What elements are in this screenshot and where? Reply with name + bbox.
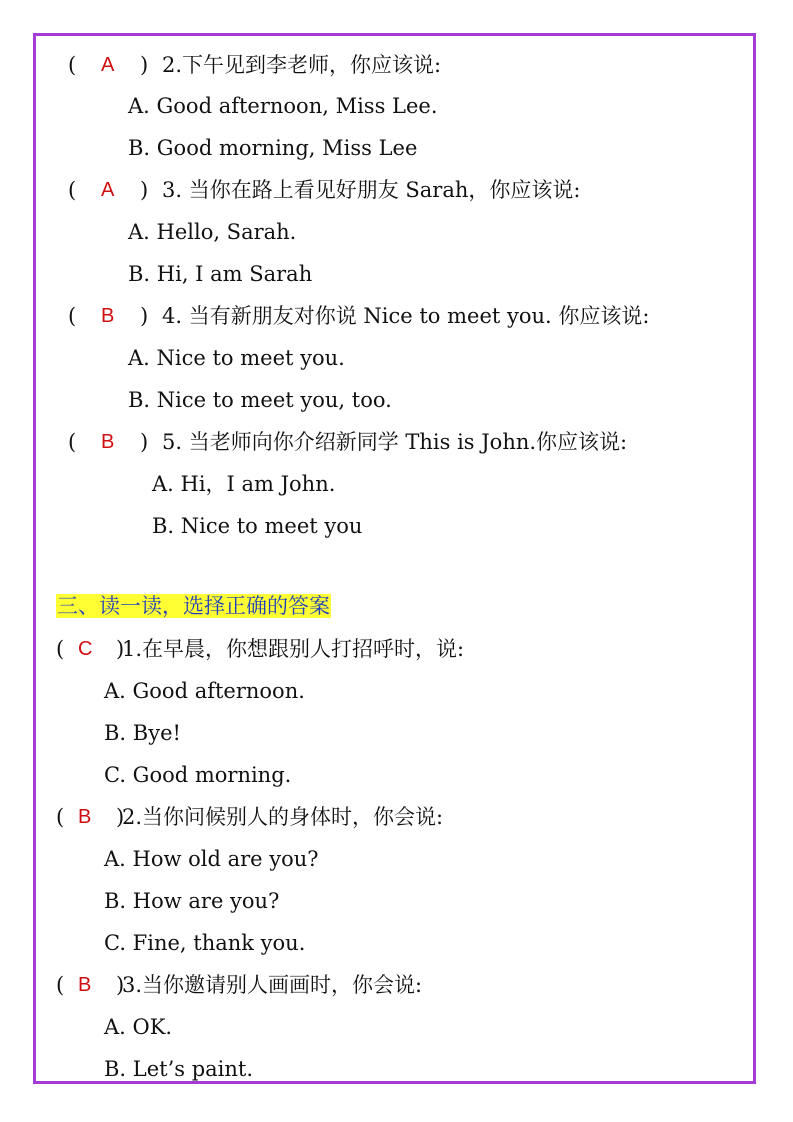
option-a: A. Good afternoon, Miss Lee. <box>128 94 438 118</box>
option-b: B. Let’s paint. <box>104 1057 254 1081</box>
answer-letter: B <box>78 806 92 828</box>
answer-letter: A <box>101 179 115 201</box>
answer-open-paren: ( <box>56 973 65 997</box>
answer-open-paren: ( <box>68 178 77 202</box>
option-b: B. Nice to meet you, too. <box>128 388 392 412</box>
answer-close-paren: ) <box>140 430 149 454</box>
answer-open-paren: ( <box>68 304 77 328</box>
answer-letter: A <box>101 54 115 76</box>
answer-close-paren: ) <box>116 637 125 661</box>
option-b: B. Good morning, Miss Lee <box>128 136 418 160</box>
answer-open-paren: ( <box>68 430 77 454</box>
option-c: C. Fine, thank you. <box>104 931 306 955</box>
option-a: A. Nice to meet you. <box>128 346 345 370</box>
answer-letter: B <box>101 305 115 327</box>
question-prompt: 5. 当老师向你介绍新同学 This is John.你应该说: <box>162 430 628 454</box>
option-b: B. How are you? <box>104 889 280 913</box>
section-heading <box>56 591 331 621</box>
option-b: B. Nice to meet you <box>152 514 363 538</box>
option-a: A. How old are you? <box>104 847 319 871</box>
option-a: A. Good afternoon. <box>104 679 305 703</box>
option-c: C. Good morning. <box>104 763 292 787</box>
worksheet-frame <box>33 33 756 1084</box>
answer-close-paren: ) <box>140 178 149 202</box>
question-prompt: 2.下午见到李老师，你应该说: <box>162 53 442 77</box>
answer-close-paren: ) <box>140 304 149 328</box>
answer-letter: C <box>78 638 93 660</box>
section-heading-text: 三、读一读，选择正确的答案 <box>57 594 330 618</box>
question-prompt: 3.当你邀请别人画画时，你会说: <box>122 973 423 997</box>
option-a: A. OK. <box>104 1015 173 1039</box>
question-prompt: 2.当你问候别人的身体时，你会说: <box>122 805 444 829</box>
question-prompt: 3. 当你在路上看见好朋友 Sarah，你应该说: <box>162 178 581 202</box>
option-b: B. Hi, I am Sarah <box>128 262 313 286</box>
answer-close-paren: ) <box>116 973 125 997</box>
answer-close-paren: ) <box>140 53 149 77</box>
option-b: B. Bye! <box>104 721 181 745</box>
answer-letter: B <box>101 431 115 453</box>
option-a: A. Hi，I am John. <box>152 472 336 496</box>
question-prompt: 4. 当有新朋友对你说 Nice to meet you. 你应该说: <box>162 304 650 328</box>
answer-letter: B <box>78 974 92 996</box>
option-a: A. Hello, Sarah. <box>128 220 297 244</box>
answer-close-paren: ) <box>116 805 125 829</box>
answer-open-paren: ( <box>56 637 65 661</box>
answer-open-paren: ( <box>68 53 77 77</box>
answer-open-paren: ( <box>56 805 65 829</box>
question-prompt: 1.在早晨，你想跟别人打招呼时，说: <box>122 637 465 661</box>
